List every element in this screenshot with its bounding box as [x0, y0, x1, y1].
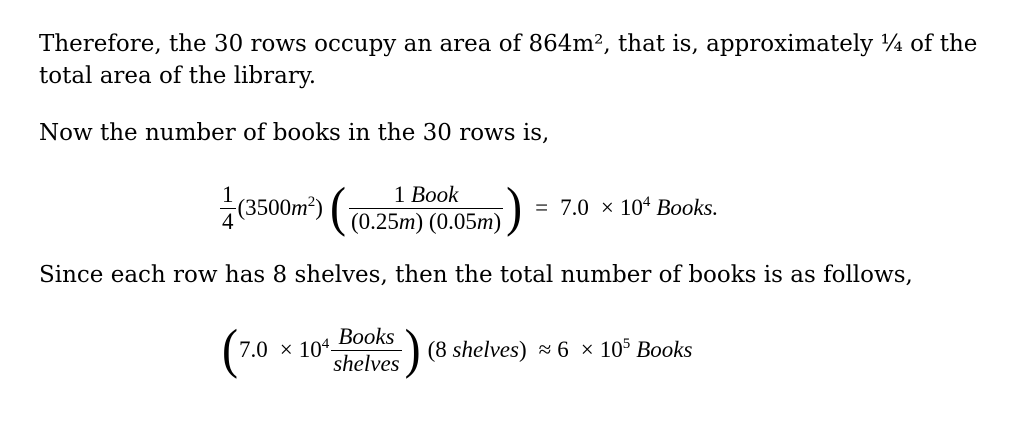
dimension-value: (0.05	[428, 208, 477, 234]
fraction-numerator	[392, 182, 461, 208]
fraction-denominator: 4	[222, 208, 234, 234]
approx-sign: ≈	[538, 337, 552, 362]
dimension-unit: m	[476, 208, 494, 234]
numerator-value: 1	[393, 181, 406, 207]
power-base: 10	[298, 337, 322, 362]
result-mantissa: 6	[557, 337, 569, 362]
power-base: 10	[599, 337, 623, 362]
area-close: )	[315, 195, 323, 220]
power-exponent: 4	[321, 336, 330, 352]
right-paren: )	[506, 176, 523, 238]
paragraph-line: total area of the library.	[39, 63, 317, 89]
dimension-unit: m	[398, 208, 416, 234]
left-paren: (	[329, 176, 346, 238]
area-unit: m	[291, 195, 308, 220]
power-exponent: 4	[642, 194, 651, 210]
area-value: (3500	[237, 195, 292, 220]
result-power	[600, 337, 631, 363]
times-sign: ×	[600, 195, 614, 220]
area-exponent: 2	[307, 194, 316, 210]
numerator-unit: Book	[411, 181, 459, 207]
paragraph-shelves-intro: Since each row has 8 shelves, then the total number of books is as follows,	[39, 262, 913, 288]
result-power	[620, 195, 651, 221]
times-sign: ×	[580, 337, 594, 362]
paragraph-books-intro: Now the number of books in the 30 rows is,	[39, 120, 550, 146]
result-unit: Books.	[656, 195, 719, 220]
fraction-one-quarter	[220, 182, 236, 235]
power-exponent: 5	[622, 336, 631, 352]
equals-sign: =	[535, 195, 549, 220]
fraction-numerator: Books	[338, 323, 395, 349]
fraction-denominator	[349, 209, 503, 235]
left-paren: (	[222, 318, 238, 380]
area-term	[238, 195, 323, 221]
mantissa: 7.0	[238, 337, 268, 362]
paragraph-line: Therefore, the 30 rows occupy an area of 864m², that is, approximately ¼ of the	[39, 31, 978, 57]
result-unit: Books	[636, 337, 693, 362]
times-sign: ×	[279, 337, 293, 362]
equation-total-books	[221, 318, 692, 382]
dimension-close: )	[415, 208, 424, 234]
shelves-close: )	[518, 337, 527, 362]
fraction-books-per-shelf	[331, 324, 401, 377]
shelves-unit: shelves	[452, 337, 519, 362]
power	[299, 337, 330, 363]
shelves-value: (8	[427, 337, 447, 362]
paragraph-area-conclusion	[39, 28, 977, 92]
power-base: 10	[619, 195, 643, 220]
dimension-close: )	[493, 208, 502, 234]
equation-books-per-row	[218, 176, 718, 240]
fraction-denominator: shelves	[333, 350, 400, 376]
result-mantissa: 7.0	[560, 195, 589, 220]
fraction-book-per-area	[349, 182, 503, 235]
dimension-value: (0.25	[350, 208, 399, 234]
right-paren: )	[404, 318, 421, 380]
shelves-term	[428, 337, 527, 363]
fraction-numerator: 1	[222, 181, 234, 207]
